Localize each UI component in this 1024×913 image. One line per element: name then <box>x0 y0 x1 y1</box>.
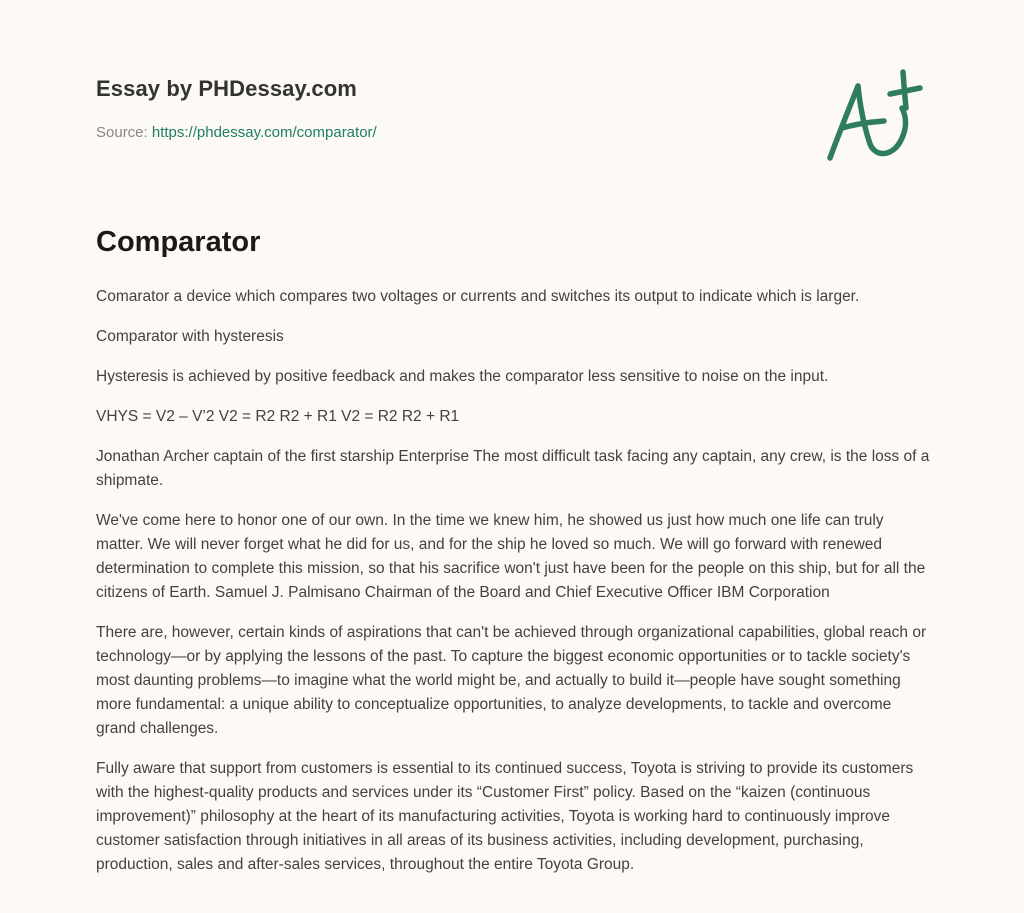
site-title: Essay by PHDessay.com <box>96 76 357 101</box>
paragraph: Fully aware that support from customers is essential to its continued success, Toyota is striving to provide its customers with the highest-quality products and services under its “Customer First” policy. Based on the “kaizen (continuous improvement)” philosophy at the heart of its manufacturing activities, Toyota is working hard to continuously improve customer satisfaction through initiatives in all areas of its business activities, including development, purchasing, production, sales and after-sales services, throughout the entire Toyota Group. <box>96 760 914 873</box>
source-label: Source: <box>96 124 148 141</box>
paragraph: There are, however, certain kinds of aspirations that can't be achieved through organizational capabilities, global reach or technology—or by applying the lessons of the past. To capture the biggest economic opportunities or to tackle society's most daunting problems—to imagine what the world might be, and actually to build it—people have sought something more fundamental: a unique ability to conceptualize opportunities, to analyze developments, to tackle and overcome grand challenges. <box>96 624 927 737</box>
paragraph: Hysteresis is achieved by positive feedback and makes the comparator less sensitive to noise on the input. <box>96 368 829 385</box>
essay-body <box>96 285 932 893</box>
a-plus-grade-icon <box>820 66 930 166</box>
source-link[interactable]: https://phdessay.com/comparator/ <box>151 124 377 141</box>
source-line <box>96 124 377 141</box>
paragraph: Jonathan Archer captain of the first starship Enterprise The most difficult task facing any captain, any crew, is the loss of a shipmate. <box>96 448 930 489</box>
essay-title: Comparator <box>96 226 261 258</box>
paragraph: We've come here to honor one of our own. In the time we knew him, he showed us just how much one life can truly matter. We will never forget what he did for us, and for the ship he loved so much. We will go forward with renewed determination to complete this mission, so that his sacrifice won't just have been for the people on this ship, but for all the citizens of Earth. Samuel J. Palmisano Chairman of the Board and Chief Executive Officer IBM Corporation <box>96 512 926 601</box>
paragraph: Comparator with hysteresis <box>96 328 284 345</box>
paragraph: VHYS = V2 – V’2 V2 = R2 R2 + R1 V2 = R2 R2 + R1 <box>96 408 460 425</box>
paragraph: Comarator a device which compares two voltages or currents and switches its output to indicate which is larger. <box>96 288 860 305</box>
